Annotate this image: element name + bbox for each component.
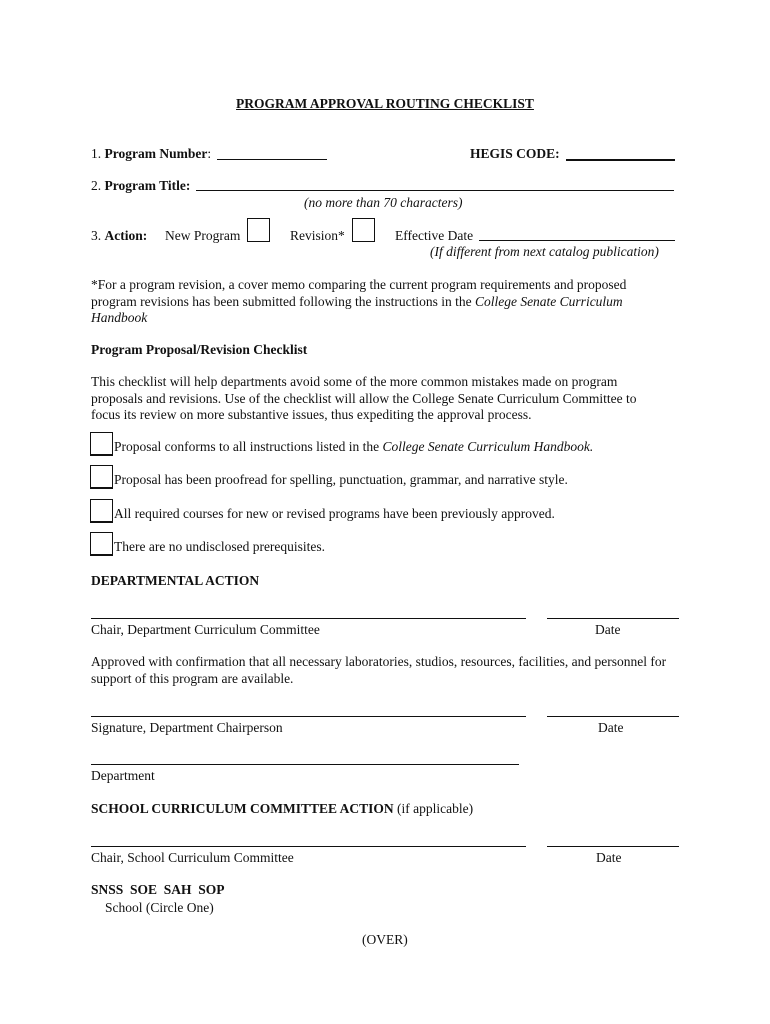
effective-date-field[interactable]: [479, 240, 675, 241]
handbook-reference: College Senate Curriculum Handbook: [91, 293, 623, 325]
program-title-field[interactable]: [196, 190, 674, 191]
program-title-row: [91, 178, 190, 194]
revision-label: Revision*: [290, 228, 345, 243]
new-program-label: New Program: [165, 228, 241, 243]
hegis-code-field[interactable]: [566, 159, 675, 161]
new-program-checkbox[interactable]: [247, 218, 270, 242]
checklist-item-4-label: There are no undisclosed prerequisites.: [114, 539, 326, 554]
program-number-row: [91, 146, 211, 162]
departmental-action-heading: DEPARTMENTAL ACTION: [91, 573, 260, 588]
program-number-field[interactable]: [217, 159, 327, 160]
checklist-item-1-label: Proposal conforms to all instructions listed in the College Senate Curriculum Handbook.: [114, 439, 594, 454]
school-circle-note: School (Circle One): [105, 900, 214, 915]
effective-date-label: Effective Date: [395, 228, 474, 243]
item-number: 1.: [91, 146, 102, 161]
school-committee-date-label: Date: [596, 850, 622, 865]
revision-note: *For a program revision, a cover memo comparing the current program requirements and proposed program revisions has been submitted following the instructions in the College Senate Curriculum Handbook: [91, 277, 627, 325]
dept-committee-chair-label: Chair, Department Curriculum Committee: [91, 622, 320, 637]
checklist-checkbox-4[interactable]: [90, 532, 113, 556]
school-committee-date-line[interactable]: [547, 846, 679, 847]
checklist-item-1: [90, 432, 690, 456]
school-committee-heading: SCHOOL CURRICULUM COMMITTEE ACTION (if applicable): [91, 801, 474, 816]
checklist-item-3-label: All required courses for new or revised programs have been previously approved.: [114, 506, 555, 521]
item-number: 3.: [91, 228, 102, 243]
dept-committee-date-label: Date: [595, 622, 621, 637]
over-indicator: (OVER): [362, 932, 408, 947]
checklist-checkbox-3[interactable]: [90, 499, 113, 523]
action-row: [91, 228, 147, 244]
dept-chair-signature-label: Signature, Department Chairperson: [91, 720, 283, 735]
program-title-label: Program Title:: [104, 178, 191, 193]
item-number: 2.: [91, 178, 102, 193]
dept-committee-date-line[interactable]: [547, 618, 679, 619]
revision-checkbox[interactable]: [352, 218, 375, 242]
checklist-intro: This checklist will help departments avoid some of the more common mistakes made on program proposals and revisions. Use of the checklist will allow the College Senate Curriculum Committee to focus its review on more substantive issues, thus expediting the approval process.: [91, 374, 637, 422]
school-committee-chair-label: Chair, School Curriculum Committee: [91, 850, 294, 865]
checklist-checkbox-2[interactable]: [90, 465, 113, 489]
effective-date-note: (If different from next catalog publication): [430, 244, 659, 259]
approval-confirmation-text: Approved with confirmation that all necessary laboratories, studios, resources, facilities, and personnel for support of this program are available.: [91, 654, 667, 686]
checklist-item-2-label: Proposal has been proofread for spelling, punctuation, grammar, and narrative style.: [114, 472, 568, 487]
dept-chair-date-label: Date: [598, 720, 624, 735]
action-label: Action:: [104, 228, 148, 243]
dept-chair-date-line[interactable]: [547, 716, 679, 717]
hegis-code-label: HEGIS CODE:: [470, 146, 560, 161]
checklist-heading: Program Proposal/Revision Checklist: [91, 342, 308, 357]
checklist-checkbox-1[interactable]: [90, 432, 113, 456]
program-number-colon: :: [207, 146, 212, 161]
program-number-label: Program Number: [104, 146, 208, 161]
checklist-item-3: [90, 499, 690, 523]
program-title-note: (no more than 70 characters): [304, 195, 463, 210]
checklist-item-2: [90, 465, 690, 489]
department-label: Department: [91, 768, 155, 783]
department-name-line[interactable]: [91, 764, 519, 765]
school-committee-chair-signature-line[interactable]: [91, 846, 526, 847]
page-title: PROGRAM APPROVAL ROUTING CHECKLIST: [236, 96, 534, 111]
dept-chair-signature-line[interactable]: [91, 716, 526, 717]
checklist-item-4: [90, 532, 690, 556]
school-options[interactable]: SNSS SOE SAH SOP: [91, 882, 225, 897]
dept-committee-chair-signature-line[interactable]: [91, 618, 526, 619]
